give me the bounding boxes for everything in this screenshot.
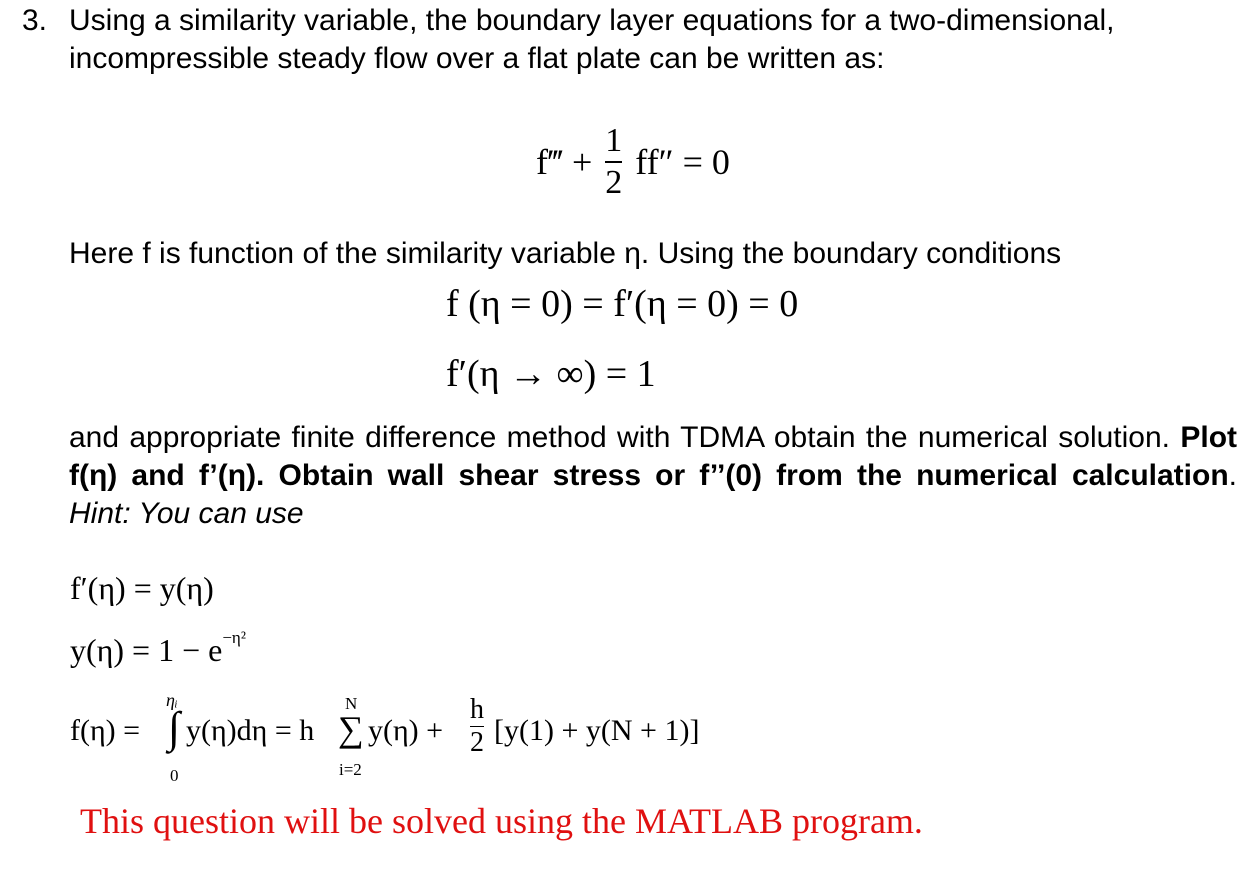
hint-equation-3: [70, 690, 790, 790]
integral-upper-limit: ηᵢ: [166, 690, 178, 710]
hint-eq3-integrand: y(η)dη = h: [186, 714, 315, 747]
problem-number: 3.: [22, 4, 48, 37]
intro-line-1: Using a similarity variable, the boundary layer equations for a two-dimensional,: [69, 4, 1115, 37]
hint-text: Hint: You can use: [69, 497, 304, 530]
equation-term-fppp: f‴ +: [536, 142, 593, 182]
sum-lower-limit: i=2: [339, 760, 362, 779]
boundary-condition-1: f (η = 0) = f′(η = 0) = 0: [446, 283, 799, 325]
sum-upper-limit: N: [345, 694, 358, 713]
bc-intro: Here f is function of the similarity variable η. Using the boundary conditions: [69, 237, 1062, 270]
boundary-condition-2: f′(η → ∞) = 1: [446, 353, 656, 395]
main-equation: [536, 124, 730, 200]
fraction-denominator: 2: [605, 164, 623, 201]
hint-eq3-sum-term: y(η) +: [368, 714, 444, 747]
hint-fraction-denominator: 2: [470, 727, 484, 758]
hint-equation-1: f′(η) = y(η): [70, 570, 214, 606]
intro-line-2: incompressible steady flow over a flat plate can be written as:: [69, 42, 885, 75]
equation-term-ffpp: ff″ = 0: [635, 142, 730, 182]
matlab-note: This question will be solved using the MATLAB program.: [80, 801, 923, 841]
hint-eq2-base: y(η) = 1 − e: [70, 632, 223, 668]
equation-fraction: [605, 124, 622, 200]
fraction-numerator: 1: [605, 122, 623, 159]
method-text: and appropriate finite difference method with TDMA obtain the numerical solution.: [69, 421, 1171, 454]
integral-sign: ∫: [168, 703, 181, 752]
integral-lower-limit: 0: [170, 766, 179, 785]
hint-eq3-tail: [y(1) + y(N + 1)]: [494, 714, 700, 747]
hint-eq3-fraction: [470, 696, 484, 757]
hint-fraction-numerator: h: [470, 694, 484, 725]
hint-eq3-lhs: f(η) =: [70, 714, 141, 747]
after-bold: .: [1228, 459, 1237, 492]
hint-equation-2: [70, 628, 246, 669]
bold-task: Plot f(η) and f’(η). Obtain wall shear stress or f’’(0) from the numerical calculation: [69, 421, 1238, 492]
hint-eq2-exponent: −η²: [222, 628, 246, 648]
sum-sign: ∑: [338, 709, 364, 749]
method-paragraph: [69, 419, 1237, 533]
